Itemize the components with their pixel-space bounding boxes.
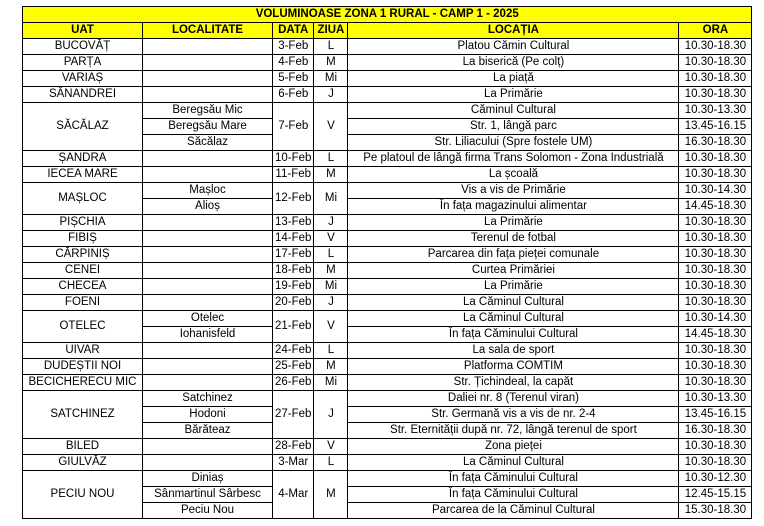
localitate-cell: Beregsău Mare <box>143 119 273 135</box>
date-cell: 26-Feb <box>273 375 314 391</box>
localitate-cell: Săcălaz <box>143 135 273 151</box>
localitate-cell <box>143 343 273 359</box>
time-cell: 10.30-18.30 <box>679 151 752 167</box>
location-cell: Platforma COMTIM <box>348 359 679 375</box>
date-cell: 18-Feb <box>273 263 314 279</box>
uat-cell: CHECEA <box>23 279 143 295</box>
header-localitate: LOCALITATE <box>143 23 273 39</box>
localitate-cell <box>143 215 273 231</box>
schedule-table <box>22 6 752 519</box>
location-cell: Parcarea de la Căminul Cultural <box>348 503 679 519</box>
uat-cell: OTELEC <box>23 311 143 343</box>
localitate-cell <box>143 375 273 391</box>
localitate-cell: Peciu Nou <box>143 503 273 519</box>
uat-cell: UIVAR <box>23 343 143 359</box>
date-cell: 27-Feb <box>273 391 314 439</box>
localitate-cell: Bărăteaz <box>143 423 273 439</box>
localitate-cell <box>143 87 273 103</box>
time-cell: 14.45-18.30 <box>679 327 752 343</box>
day-cell: M <box>314 359 348 375</box>
time-cell: 10.30-18.30 <box>679 343 752 359</box>
table-row <box>23 279 752 295</box>
date-cell: 7-Feb <box>273 103 314 151</box>
table-row <box>23 87 752 103</box>
date-cell: 5-Feb <box>273 71 314 87</box>
day-cell: L <box>314 247 348 263</box>
localitate-cell <box>143 167 273 183</box>
day-cell: V <box>314 439 348 455</box>
location-cell: Str. Germană vis a vis de nr. 2-4 <box>348 407 679 423</box>
uat-cell: BILED <box>23 439 143 455</box>
localitate-cell <box>143 263 273 279</box>
header-data: DATA <box>273 23 314 39</box>
uat-cell: BUCOVĂȚ <box>23 39 143 55</box>
uat-cell: PECIU NOU <box>23 471 143 519</box>
day-cell: V <box>314 103 348 151</box>
uat-cell: VARIAȘ <box>23 71 143 87</box>
uat-cell: BECICHERECU MIC <box>23 375 143 391</box>
day-cell: V <box>314 311 348 343</box>
uat-cell: ȘANDRA <box>23 151 143 167</box>
table-row <box>23 247 752 263</box>
header-ora: ORA <box>679 23 752 39</box>
day-cell: M <box>314 55 348 71</box>
uat-cell: MAȘLOC <box>23 183 143 215</box>
localitate-cell <box>143 439 273 455</box>
date-cell: 10-Feb <box>273 151 314 167</box>
time-cell: 14.45-18.30 <box>679 199 752 215</box>
localitate-cell: Beregsău Mic <box>143 103 273 119</box>
time-cell: 10.30-14.30 <box>679 311 752 327</box>
day-cell: J <box>314 295 348 311</box>
day-cell: M <box>314 263 348 279</box>
header-ziua: ZIUA <box>314 23 348 39</box>
day-cell: J <box>314 215 348 231</box>
uat-cell: SATCHINEZ <box>23 391 143 439</box>
day-cell: Mi <box>314 375 348 391</box>
location-cell: Pe platoul de lângă firma Trans Solomon - Zona Industrială <box>348 151 679 167</box>
location-cell: Parcarea din fața pieței comunale <box>348 247 679 263</box>
localitate-cell: Iohanisfeld <box>143 327 273 343</box>
location-cell: La Căminul Cultural <box>348 295 679 311</box>
table-row <box>23 375 752 391</box>
time-cell: 16.30-18.30 <box>679 135 752 151</box>
uat-cell: IECEA MARE <box>23 167 143 183</box>
time-cell: 10.30-18.30 <box>679 247 752 263</box>
location-cell: Terenul de fotbal <box>348 231 679 247</box>
localitate-cell <box>143 151 273 167</box>
location-cell: Str. Liliacului (Spre fostele UM) <box>348 135 679 151</box>
day-cell: L <box>314 455 348 471</box>
localitate-cell: Diniaș <box>143 471 273 487</box>
date-cell: 4-Mar <box>273 471 314 519</box>
time-cell: 10.30-14.30 <box>679 183 752 199</box>
localitate-cell <box>143 55 273 71</box>
table-row <box>23 391 752 407</box>
table-row <box>23 103 752 119</box>
day-cell: L <box>314 39 348 55</box>
table-row <box>23 71 752 87</box>
day-cell: Mi <box>314 71 348 87</box>
localitate-cell <box>143 247 273 263</box>
uat-cell: CĂRPINIȘ <box>23 247 143 263</box>
time-cell: 10.30-18.30 <box>679 39 752 55</box>
localitate-cell <box>143 295 273 311</box>
table-row <box>23 359 752 375</box>
uat-cell: DUDEȘTII NOI <box>23 359 143 375</box>
time-cell: 12.45-15.15 <box>679 487 752 503</box>
location-cell: La piață <box>348 71 679 87</box>
uat-cell: PIȘCHIA <box>23 215 143 231</box>
uat-cell: SÂNANDREI <box>23 87 143 103</box>
date-cell: 20-Feb <box>273 295 314 311</box>
day-cell: V <box>314 231 348 247</box>
date-cell: 17-Feb <box>273 247 314 263</box>
time-cell: 10.30-18.30 <box>679 375 752 391</box>
location-cell: Str. Țichindeal, la capăt <box>348 375 679 391</box>
time-cell: 10.30-18.30 <box>679 71 752 87</box>
uat-cell: FOENI <box>23 295 143 311</box>
table-row <box>23 343 752 359</box>
time-cell: 10.30-13.30 <box>679 391 752 407</box>
location-cell: În fața Căminului Cultural <box>348 487 679 503</box>
time-cell: 10.30-18.30 <box>679 359 752 375</box>
time-cell: 10.30-13.30 <box>679 103 752 119</box>
day-cell: M <box>314 471 348 519</box>
location-cell: La Căminul Cultural <box>348 311 679 327</box>
location-cell: Căminul Cultural <box>348 103 679 119</box>
time-cell: 10.30-18.30 <box>679 439 752 455</box>
time-cell: 10.30-18.30 <box>679 295 752 311</box>
uat-cell: CENEI <box>23 263 143 279</box>
date-cell: 11-Feb <box>273 167 314 183</box>
date-cell: 28-Feb <box>273 439 314 455</box>
day-cell: Mi <box>314 183 348 215</box>
location-cell: La sala de sport <box>348 343 679 359</box>
location-cell: La Primărie <box>348 215 679 231</box>
localitate-cell <box>143 359 273 375</box>
location-cell: Platou Cămin Cultural <box>348 39 679 55</box>
day-cell: M <box>314 167 348 183</box>
time-cell: 16.30-18.30 <box>679 423 752 439</box>
table-row <box>23 295 752 311</box>
table-title: VOLUMINOASE ZONA 1 RURAL - CAMP 1 - 2025 <box>23 7 752 23</box>
location-cell: Daliei nr. 8 (Terenul viran) <box>348 391 679 407</box>
localitate-cell <box>143 231 273 247</box>
table-row <box>23 151 752 167</box>
location-cell: La Primărie <box>348 279 679 295</box>
time-cell: 10.30-18.30 <box>679 263 752 279</box>
day-cell: Mi <box>314 279 348 295</box>
time-cell: 10.30-18.30 <box>679 215 752 231</box>
date-cell: 14-Feb <box>273 231 314 247</box>
location-cell: Zona pieței <box>348 439 679 455</box>
day-cell: J <box>314 391 348 439</box>
time-cell: 10.30-18.30 <box>679 87 752 103</box>
uat-cell: SĂCĂLAZ <box>23 103 143 151</box>
date-cell: 3-Feb <box>273 39 314 55</box>
date-cell: 25-Feb <box>273 359 314 375</box>
time-cell: 10.30-18.30 <box>679 55 752 71</box>
table-row <box>23 167 752 183</box>
localitate-cell <box>143 455 273 471</box>
time-cell: 10.30-18.30 <box>679 455 752 471</box>
location-cell: Curtea Primăriei <box>348 263 679 279</box>
uat-cell: FIBIȘ <box>23 231 143 247</box>
localitate-cell: Satchinez <box>143 391 273 407</box>
time-cell: 10.30-18.30 <box>679 231 752 247</box>
time-cell: 15.30-18.30 <box>679 503 752 519</box>
date-cell: 21-Feb <box>273 311 314 343</box>
date-cell: 4-Feb <box>273 55 314 71</box>
localitate-cell <box>143 39 273 55</box>
day-cell: L <box>314 151 348 167</box>
date-cell: 19-Feb <box>273 279 314 295</box>
uat-cell: GIULVĂZ <box>23 455 143 471</box>
time-cell: 10.30-18.30 <box>679 167 752 183</box>
date-cell: 3-Mar <box>273 455 314 471</box>
time-cell: 10.30-12.30 <box>679 471 752 487</box>
localitate-cell: Hodoni <box>143 407 273 423</box>
table-row <box>23 311 752 327</box>
location-cell: La școală <box>348 167 679 183</box>
uat-cell: PARȚA <box>23 55 143 71</box>
table-row <box>23 183 752 199</box>
localitate-cell <box>143 71 273 87</box>
localitate-cell: Otelec <box>143 311 273 327</box>
time-cell: 10.30-18.30 <box>679 279 752 295</box>
time-cell: 13.45-16.15 <box>679 407 752 423</box>
table-row <box>23 263 752 279</box>
location-cell: Vis a vis de Primărie <box>348 183 679 199</box>
location-cell: În fața Căminului Cultural <box>348 327 679 343</box>
table-row <box>23 39 752 55</box>
header-locatia: LOCAȚIA <box>348 23 679 39</box>
date-cell: 6-Feb <box>273 87 314 103</box>
header-uat: UAT <box>23 23 143 39</box>
table-row <box>23 231 752 247</box>
location-cell: La Căminul Cultural <box>348 455 679 471</box>
location-cell: În fața magazinului alimentar <box>348 199 679 215</box>
table-row <box>23 439 752 455</box>
location-cell: La Primărie <box>348 87 679 103</box>
day-cell: L <box>314 343 348 359</box>
location-cell: Str. 1, lângă parc <box>348 119 679 135</box>
table-row <box>23 455 752 471</box>
location-cell: În fața Căminului Cultural <box>348 471 679 487</box>
localitate-cell: Sânmartinul Sârbesc <box>143 487 273 503</box>
table-row <box>23 215 752 231</box>
location-cell: La biserică (Pe colț) <box>348 55 679 71</box>
date-cell: 13-Feb <box>273 215 314 231</box>
time-cell: 13.45-16.15 <box>679 119 752 135</box>
table-row <box>23 471 752 487</box>
day-cell: J <box>314 87 348 103</box>
date-cell: 12-Feb <box>273 183 314 215</box>
localitate-cell <box>143 279 273 295</box>
localitate-cell: Mașloc <box>143 183 273 199</box>
location-cell: Str. Eternității după nr. 72, lângă terenul de sport <box>348 423 679 439</box>
date-cell: 24-Feb <box>273 343 314 359</box>
table-row <box>23 55 752 71</box>
localitate-cell: Alioș <box>143 199 273 215</box>
